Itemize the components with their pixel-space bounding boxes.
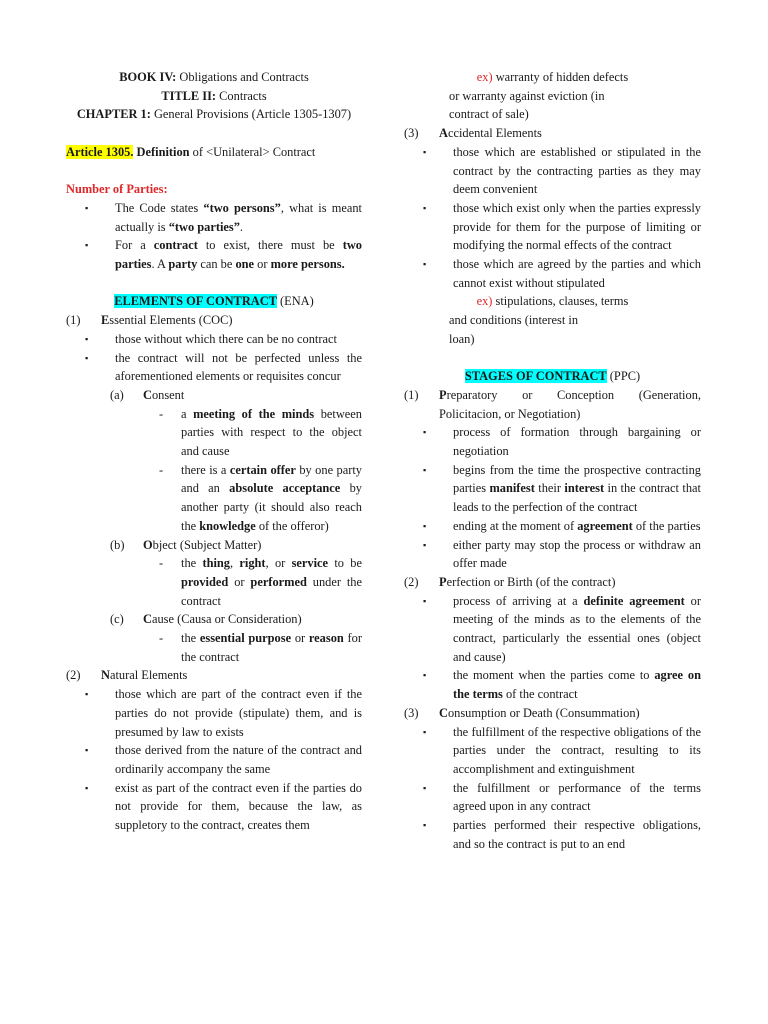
accidental-elements-item: (3) Accidental Elements	[404, 126, 542, 141]
bullet-icon: ▪	[423, 464, 427, 475]
list-item: ▪ The Code states “two persons”, what is meant actually is “two parties”.	[85, 200, 362, 234]
list-item: - the thing, right, or service to be provided or performed under the contract	[159, 556, 362, 608]
list-item: ▪ those which are part of the contract even if the parties do not provide (stipulate) them, and is presumed by law to exists	[85, 687, 362, 739]
dash-icon: -	[159, 462, 164, 477]
bullet-icon: ▪	[423, 146, 427, 157]
list-item: ▪ those without which there can be no contract	[66, 330, 362, 349]
bullet-icon: ▪	[423, 202, 427, 213]
natural-elements-item: (2) Natural Elements	[66, 668, 188, 683]
bullet-icon: ▪	[85, 689, 89, 700]
list-item: - the essential purpose or reason for the contract	[159, 631, 362, 664]
elements-heading: ELEMENTS OF CONTRACT (ENA)	[114, 294, 314, 309]
stages-heading: STAGES OF CONTRACT (PPC)	[464, 369, 641, 384]
list-item: ▪ those derived from the nature of the contract and ordinarily accompany the same	[85, 743, 362, 776]
list-item: ▪ For a contract to exist, there must be two parties. A party can be one or more persons.	[85, 238, 362, 271]
dash-icon: -	[159, 631, 164, 646]
list-item: ▪ exist as part of the contract even if the parties do not provide for them, because the law, as suppletory to the contract, creates them	[85, 780, 362, 833]
bullet-icon: ▪	[85, 202, 89, 213]
article-heading: Article 1305. Definition of <Unilateral> Contract	[66, 144, 316, 159]
list-item: ▪ process of arriving at a definite agreement or meeting of the minds as to the elements of the contract, particularly the essential ones (object and cause)	[423, 593, 701, 664]
bullet-icon: ▪	[85, 745, 89, 756]
list-item: ▪ ending at the moment of agreement of the parties	[404, 517, 701, 536]
left-column	[66, 68, 362, 835]
accidental-example-line: loan)	[449, 331, 475, 346]
bullet-icon: ▪	[85, 352, 89, 363]
list-item: ▪ the moment when the parties come to agree on the terms of the contract	[423, 668, 701, 702]
essential-elements-item: (1) Essential Elements (COC)	[66, 313, 233, 328]
right-column	[404, 68, 701, 854]
dash-icon: -	[159, 556, 164, 571]
bullet-icon: ▪	[423, 520, 427, 531]
cause-item: (c) Cause (Causa or Consideration)	[110, 612, 302, 627]
natural-example-line: or warranty against eviction (in	[449, 88, 605, 103]
dash-icon: -	[159, 406, 164, 421]
list-item: ▪ either party may stop the process or withdraw an offer made	[423, 537, 701, 571]
bullet-icon: ▪	[423, 726, 427, 737]
list-item: ▪ those which exist only when the parties expressly provide for them for the purpose of limiting or modifying the normal effects of the contract	[423, 200, 701, 253]
list-item: ▪ begins from the time the prospective contracting parties manifest their interest in the contract that leads to the perfection of the contract	[423, 462, 701, 515]
bullet-icon: ▪	[423, 782, 427, 793]
list-item: ▪ the fulfillment or performance of the terms agreed upon in any contract	[423, 780, 701, 814]
list-item: ▪ process of formation through bargaining or negotiation	[423, 425, 701, 459]
book-heading: BOOK IV: Obligations and Contracts	[119, 70, 309, 84]
consumption-item: (3) Consumption or Death (Consummation)	[404, 705, 640, 720]
bullet-icon: ▪	[423, 539, 427, 550]
title-heading: TITLE II: Contracts	[161, 88, 267, 103]
accidental-example-line: and conditions (interest in	[449, 313, 579, 328]
number-of-parties-heading: Number of Parties:	[66, 182, 168, 197]
object-item: (b) Object (Subject Matter)	[110, 537, 262, 552]
list-item: ▪ those which are established or stipulated in the contract by the contracting parties as they may deem convenient	[423, 144, 701, 197]
list-item: ▪ those which are agreed by the parties and which cannot exist without stipulated	[423, 257, 701, 290]
list-item: ▪ parties performed their respective obligations, and so the contract is put to an end	[423, 818, 701, 851]
list-item: - there is a certain offer by one party and an absolute acceptance by another party (it should also reach the knowledge of the offeror)	[159, 462, 362, 533]
bullet-icon: ▪	[85, 333, 89, 344]
bullet-icon: ▪	[423, 427, 427, 438]
accidental-example: ex) stipulations, clauses, terms	[476, 294, 629, 309]
list-item: - a meeting of the minds between parties with respect to the object and cause	[159, 406, 362, 459]
chapter-heading: CHAPTER 1: General Provisions (Article 1305-1307)	[76, 107, 352, 122]
bullet-icon: ▪	[423, 820, 427, 831]
bullet-icon: ▪	[423, 670, 427, 681]
preparatory-item: (1) Preparatory or Conception (Generation, Policitacion, or Negotiation)	[404, 387, 701, 421]
list-item: ▪ the contract will not be perfected unless the aforementioned elements or requisites concur	[85, 350, 362, 384]
bullet-icon: ▪	[423, 595, 427, 606]
natural-example-line: contract of sale)	[449, 107, 529, 122]
bullet-icon: ▪	[423, 259, 427, 270]
bullet-icon: ▪	[85, 782, 89, 793]
natural-example: ex) warranty of hidden defects	[476, 70, 629, 84]
list-item: ▪ the fulfillment of the respective obligations of the parties under the contract, resulting to its accomplishment and extinguishment	[423, 724, 701, 776]
consent-item: (a) Consent	[110, 387, 185, 402]
bullet-icon: ▪	[85, 240, 89, 251]
perfection-item: (2) Perfection or Birth (of the contract)	[404, 574, 616, 589]
